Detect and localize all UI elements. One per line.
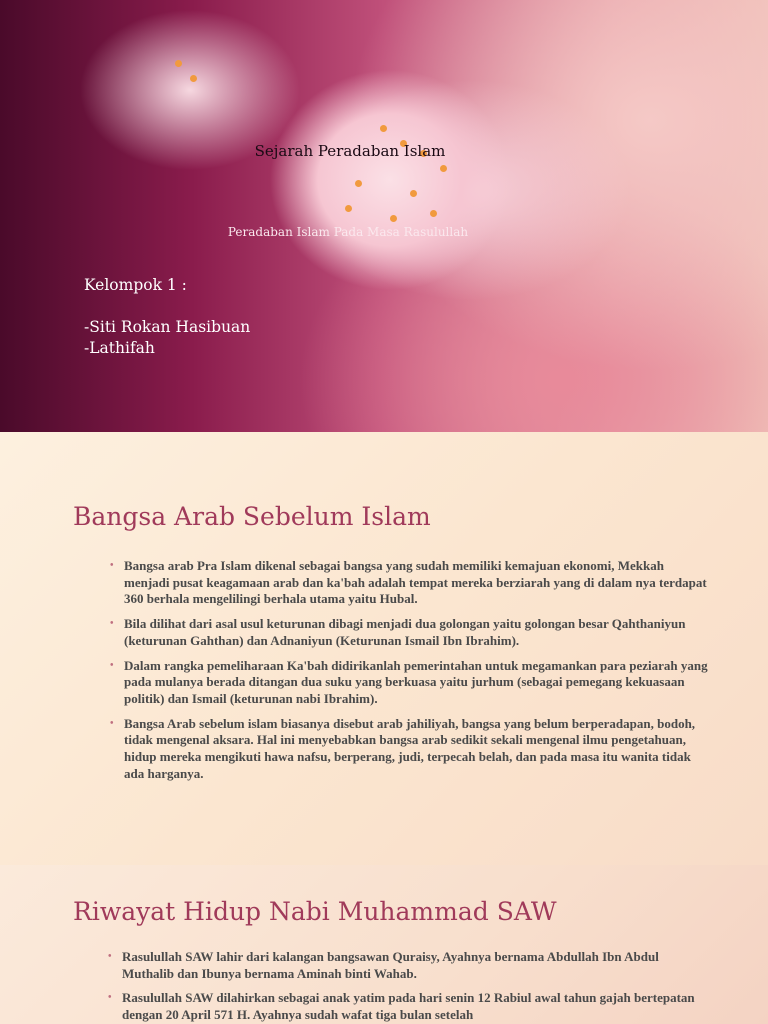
slide-heading: Riwayat Hidup Nabi Muhammad SAW — [73, 897, 557, 926]
list-item: • Bangsa Arab sebelum islam biasanya disebut arab jahiliyah, bangsa yang belum berperadapan, bodoh, tidak mengenal aksara. Hal ini menyebabkan bangsa arab sedikit sekali mengenal ilmu pengetahuan, hidup mereka mengikuti hawa nafsu, berperang, judi, terpecah belah, dan pada masa itu wanita tidak ada harganya. — [110, 716, 710, 783]
list-item: • Bangsa arab Pra Islam dikenal sebagai bangsa yang sudah memiliki kemajuan ekonomi, Mekkah menjadi pusat keagamaan arab dan ka'bah adalah tempat mereka berziarah yang di dalam nya terdapat 360 berhala mengelilingi berhala utama yaitu Hubal. — [110, 558, 710, 608]
member-name: -Siti Rokan Hasibuan — [84, 318, 251, 336]
bullet-list — [108, 949, 708, 1024]
slide-riwayat-hidup — [0, 865, 768, 1024]
slide-bangsa-arab — [0, 432, 768, 865]
title-slide — [0, 0, 768, 432]
presentation-title: Sejarah Peradaban Islam — [254, 142, 446, 160]
bullet-list — [110, 558, 710, 790]
list-item: • Dalam rangka pemeliharaan Ka'bah didirikanlah pemerintahan untuk megamankan para peziarah yang pada mulanya berada ditangan dua suku yang berkuasa yaitu jurhum (sebagai pemegang kekuasaan politik) dan Ismail (keturunan nabi Ibrahim). — [110, 658, 710, 708]
member-name: -Lathifah — [84, 339, 155, 357]
list-item: • Rasulullah SAW dilahirkan sebagai anak yatim pada hari senin 12 Rabiul awal tahun gajah bertepatan dengan 20 April 571 H. Ayahnya sudah wafat tiga bulan setelah — [108, 990, 708, 1023]
list-item: • Rasulullah SAW lahir dari kalangan bangsawan Quraisy, Ayahnya bernama Abdullah Ibn Abdul Muthalib dan Ibunya bernama Aminah binti Wahab. — [108, 949, 708, 982]
list-item: • Bila dilihat dari asal usul keturunan dibagi menjadi dua golongan yaitu golongan besar Qahthaniyun (keturunan Gahthan) dan Adnaniyun (Keturunan Ismail Ibn Ibrahim). — [110, 616, 710, 649]
group-info — [84, 275, 250, 359]
slide-heading: Bangsa Arab Sebelum Islam — [73, 502, 431, 531]
group-label: Kelompok 1 : — [84, 276, 187, 294]
presentation-subtitle: Peradaban Islam Pada Masa Rasulullah — [227, 225, 469, 239]
